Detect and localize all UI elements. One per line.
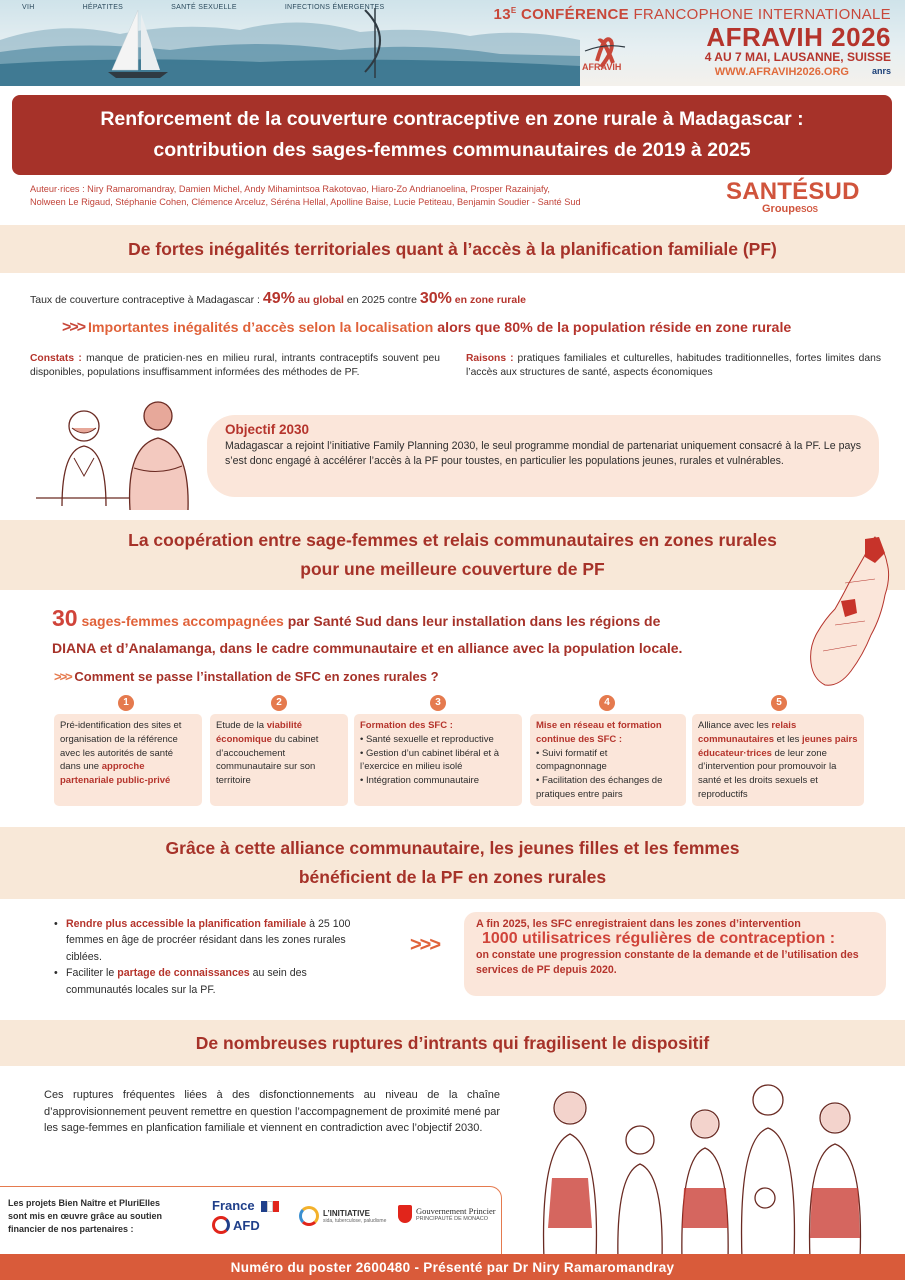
- section3-title-line2: bénéficient de la PF en zones rurales: [298, 867, 607, 887]
- results-highlight: 1000 utilisatrices régulières de contraception :: [482, 930, 836, 947]
- results-intro: A fin 2025, les SFC enregistraient dans les zones d’intervention: [476, 918, 801, 930]
- conference-edition: $13^E$ CONFÉRENCE FRANCOPHONE INTERNATIONALE: [493, 6, 891, 23]
- sante-sud-logo: SANTÉSUD GroupeSOS: [726, 178, 860, 215]
- partners-text: Les projets Bien Naître et PluriElles sont mis en œuvre grâce au soutien financier de nos partenaires :: [8, 1198, 163, 1235]
- section2-title-line1: La coopération entre sage-femmes et relais communautaires en zones rurales: [128, 530, 777, 551]
- monaco-logo: Gouvernement Princier PRINCIPAUTÉ DE MONACO: [398, 1205, 496, 1223]
- madagascar-map: [805, 533, 897, 693]
- sfc-intro: 30 sages-femmes accompagnées par Santé Sud dans leur installation dans les régions de DIANA et d’Analamanga, dans le cadre communautaire et en alliance avec la population locale.: [52, 605, 683, 656]
- step-number-5: 5: [771, 695, 787, 711]
- authors-list: Auteur·rices : Niry Ramaromandray, Damien Michel, Andy Mihamintsoa Rakotovao, Hiaro-Zo Andrianoelina, Prosper Razainjafy, Nolween Le Rigaud, Stéphanie Cohen, Clémence Arceluz, Séréna Hellal, Apolline Baise, Lucie Petiteau, Benjamin Soudier - Santé Sud: [30, 184, 581, 208]
- section3-band: [0, 827, 905, 899]
- chevrons-icon: >>>: [410, 934, 440, 956]
- step-number-4: 4: [599, 695, 615, 711]
- step-1-box: Pré-identification des sites et organisation de la référence avec les autorités de santé dans une approche partenariale public-privé: [54, 714, 202, 806]
- sfc-count: 30: [52, 605, 78, 631]
- step-number-1: 1: [118, 695, 134, 711]
- france-logo: France: [212, 1198, 279, 1213]
- inequality-statement: >>> Importantes inégalités d’accès selon la localisation alors que 80% de la population réside en zone rurale: [62, 319, 792, 336]
- ruptures-paragraph: Ces ruptures fréquentes liées à des disfonctionnements au niveau de la chaîne d’approvisionnement peuvent remettre en question l’accompagnement de proximité mené par les sage-femmes en planfication familiale et viennent en contradiction avec l’objectif 2030.: [44, 1089, 500, 1134]
- results-conclusion: on constate une progression constante de la demande et de l’utilisation des services de PF depuis 2020.: [476, 949, 859, 976]
- step-number-2: 2: [271, 695, 287, 711]
- initiative-icon: [299, 1206, 319, 1226]
- list-item: • Faciliter le partage de connaissances au sein des communautés locales sur la PF.: [54, 967, 307, 996]
- afravih-logo-text: AFRAVIH: [582, 62, 622, 72]
- results-card: [464, 912, 886, 996]
- step-4-box: Mise en réseau et formation continue des SFC : • Suivi formatif et compagnonnage • Facilitation des échanges de pratiques entre pairs: [530, 714, 686, 806]
- monaco-crest-icon: [398, 1205, 412, 1223]
- section1-title: De fortes inégalités territoriales quant à l’accès à la planification familiale (PF): [128, 238, 777, 259]
- initiative-logo: L’INITIATIVE sida, tuberculose, paludisme: [299, 1206, 386, 1226]
- objectif-2030-card: [207, 415, 879, 497]
- chevrons-icon: >>>: [54, 669, 71, 684]
- objectif-2030-title: Objectif 2030: [225, 422, 310, 437]
- afd-logo: AFD: [212, 1216, 260, 1234]
- section3-title-line1: Grâce à cette alliance communautaire, les jeunes filles et les femmes: [165, 838, 740, 859]
- event-dates: 4 AU 7 MAI, LAUSANNE, SUISSE: [704, 50, 891, 64]
- poster-title-line1: Renforcement de la couverture contraceptive en zone rurale à Madagascar :: [100, 107, 804, 130]
- list-item: • Rendre plus accessible la planification familiale à 25 100 femmes en âge de procréer résidant dans les zones rurales ciblées.: [54, 918, 351, 963]
- conference-header: [0, 0, 905, 86]
- event-url[interactable]: WWW.AFRAVIH2026.ORG: [714, 66, 849, 78]
- step-5-box: Alliance avec les relais communautaires et les jeunes pairs éducateur·trices de leur zone d’intervention pour promouvoir la santé et les droits sexuels et reproductifs: [692, 714, 864, 806]
- section1-band: [0, 225, 905, 273]
- objectif-2030-text: Madagascar a rejoint l’initiative Family Planning 2030, le seul programme mondial de partenariat uniquement consacré à la PF. Le pays s’est donc engagé à accélérer l’accès à la PF pour toustes, en particulier les populations jeunes, rurales et vulnérables.: [225, 440, 861, 467]
- constats-paragraph: Constats : manque de praticien·nes en milieu rural, intrants contraceptifs souvent peu disponibles, populations insuffisamment informées des méthodes de PF.: [30, 353, 441, 379]
- event-title: AFRAVIH 2026: [706, 22, 891, 52]
- header-topics: VIH HÉPATITES SANTÉ SEXUELLE INFECTIONS ÉMERGENTES: [22, 4, 385, 11]
- section4-band: [0, 1020, 905, 1066]
- poster-title-line2: contribution des sages-femmes communautaires de 2019 à 2025: [153, 139, 751, 161]
- poster-title: [12, 95, 892, 175]
- community-illustration: [530, 1078, 875, 1260]
- step-2-box: Etude de la viabilité économique du cabinet d’accouchement communautaire sur son territoire: [210, 714, 348, 806]
- section4-title: De nombreuses ruptures d’intrants qui fragilisent le dispositif: [195, 1032, 710, 1053]
- steps-heading: >>> Comment se passe l’installation de SFC en zones rurales ?: [54, 669, 439, 684]
- chevrons-icon: >>>: [62, 319, 85, 336]
- benefits-list: [54, 916, 374, 998]
- poster-footer: Numéro du poster 2600480 - Présenté par Dr Niry Ramaromandray: [0, 1254, 905, 1280]
- consultation-illustration: [22, 398, 198, 516]
- step-3-box: Formation des SFC : • Santé sexuelle et reproductive • Gestion d’un cabinet libéral et à l’exercice en milieu isolé • Intégration communautaire: [354, 714, 522, 806]
- step-number-3: 3: [430, 695, 446, 711]
- raisons-paragraph: Raisons : pratiques familiales et culturelles, habitudes traditionnelles, fortes limites dans l’accès aux structures de santé, aspects économiques: [466, 353, 881, 379]
- section2-title-line2: pour une meilleure couverture de PF: [300, 559, 605, 579]
- afd-icon: [212, 1216, 230, 1234]
- anrs-logo: anrs: [871, 66, 891, 76]
- coverage-rate-line: Taux de couverture contraceptive à Madagascar : 49% au global en 2025 contre 30% en zone rurale: [30, 290, 526, 307]
- section2-band: [0, 520, 905, 590]
